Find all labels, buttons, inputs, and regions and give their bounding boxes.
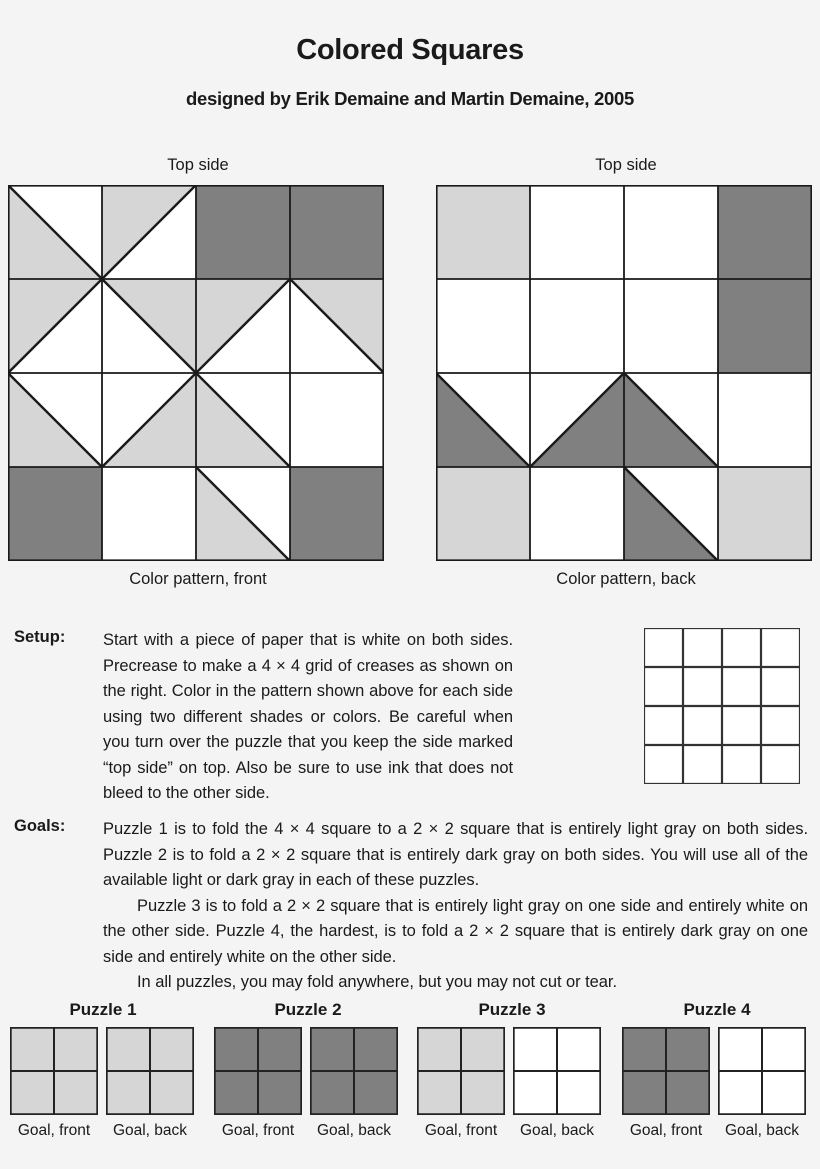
puzzle-1-title: Puzzle 1	[69, 1000, 137, 1019]
page-title: Colored Squares	[296, 34, 524, 66]
puzzle-3-goal-front-caption: Goal, front	[424, 1122, 498, 1139]
pattern-cell	[530, 185, 624, 279]
pattern-cell	[102, 467, 196, 561]
pattern-cell	[8, 279, 102, 373]
pattern-cell	[196, 467, 290, 561]
pattern-cell	[624, 279, 718, 373]
front-caption: Color pattern, front	[129, 570, 267, 588]
pattern-cell	[102, 373, 196, 467]
pattern-cell	[8, 185, 102, 279]
goals-paragraph: In all puzzles, you may fold anywhere, but you may not cut or tear.	[137, 973, 617, 991]
back-top-side-label: Top side	[595, 156, 657, 174]
pattern-cell	[290, 279, 384, 373]
pattern-cell	[624, 373, 718, 467]
pattern-cell	[102, 279, 196, 373]
puzzle-1-goal-front-caption: Goal, front	[17, 1122, 91, 1139]
setup-text: Start with a piece of paper that is white on both sides. Precrease to make a 4 × 4 grid of creases as shown on the right. Color in the pattern shown above for each side using two different shades or colors. Be careful when you turn over the puzzle that you keep the side marked “top side” on top. Also be sure to use ink that does not bleed to the other side.	[103, 631, 513, 802]
puzzle-3-title: Puzzle 3	[478, 1000, 546, 1019]
puzzle-2-goal-front	[214, 1027, 302, 1120]
setup-label: Setup:	[14, 628, 66, 646]
pattern-cell	[718, 467, 812, 561]
back-caption: Color pattern, back	[556, 570, 696, 588]
puzzle-1-goal-back	[106, 1027, 194, 1120]
pattern-cell	[436, 373, 530, 467]
puzzle-4-goal-front	[622, 1027, 710, 1120]
goals-text	[103, 817, 808, 996]
pattern-cell	[436, 279, 530, 373]
pattern-cell	[8, 373, 102, 467]
puzzle-3-goal-front	[417, 1027, 505, 1120]
puzzle-4-goal-front-caption: Goal, front	[629, 1122, 703, 1139]
goals-label: Goals:	[14, 817, 66, 835]
puzzle-4-goal-back-caption: Goal, back	[724, 1122, 800, 1139]
goals-paragraph: Puzzle 1 is to fold the 4 × 4 square to a 2 × 2 square that is entirely light gray on both sides. Puzzle 2 is to fold a 2 × 2 square that is entirely dark gray on both sides. You will use all of the available light or dark gray in each of these puzzles.	[103, 820, 808, 889]
pattern-cell	[196, 373, 290, 467]
puzzle-4-title: Puzzle 4	[683, 1000, 751, 1019]
pattern-cell	[718, 373, 812, 467]
pattern-cell	[530, 279, 624, 373]
puzzle-2-title: Puzzle 2	[274, 1000, 342, 1019]
pattern-cell	[718, 279, 812, 373]
puzzle-1-goal-back-caption: Goal, back	[112, 1122, 188, 1139]
goals-paragraph: Puzzle 3 is to fold a 2 × 2 square that is entirely light gray on one side and entirely white on the other side. Puzzle 4, the hardest, is to fold a 2 × 2 square that is entirely dark gray on one side and entirely white on the other side.	[103, 896, 808, 966]
pattern-cell	[290, 373, 384, 467]
pattern-cell	[290, 185, 384, 279]
pattern-cell	[530, 467, 624, 561]
puzzle-2-goal-front-caption: Goal, front	[221, 1122, 295, 1139]
pattern-cell	[624, 185, 718, 279]
pattern-cell	[436, 185, 530, 279]
front-top-side-label: Top side	[167, 156, 229, 174]
puzzle-2-goal-back	[310, 1027, 398, 1120]
pattern-cell	[102, 185, 196, 279]
pattern-cell	[624, 467, 718, 561]
color-pattern-front-grid	[8, 185, 384, 561]
color-pattern-back-grid	[436, 185, 812, 561]
crease-grid-diagram	[644, 628, 800, 789]
pattern-cell	[196, 185, 290, 279]
puzzle-1-goal-front	[10, 1027, 98, 1120]
pattern-cell	[436, 467, 530, 561]
pattern-cell	[8, 467, 102, 561]
puzzle-2-goal-back-caption: Goal, back	[316, 1122, 392, 1139]
pattern-cell	[290, 467, 384, 561]
puzzle-3-goal-back	[513, 1027, 601, 1120]
page-subtitle: designed by Erik Demaine and Martin Demaine, 2005	[186, 88, 634, 109]
pattern-cell	[718, 185, 812, 279]
puzzle-3-goal-back-caption: Goal, back	[519, 1122, 595, 1139]
puzzle-4-goal-back	[718, 1027, 806, 1120]
pattern-cell	[196, 279, 290, 373]
pattern-cell	[530, 373, 624, 467]
